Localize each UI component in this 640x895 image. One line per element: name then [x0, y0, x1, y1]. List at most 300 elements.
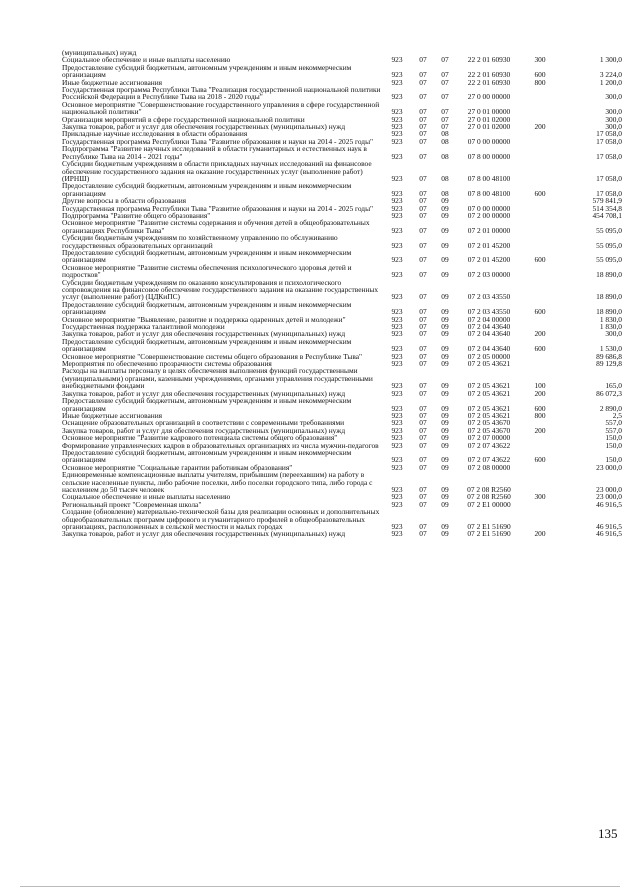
ministry-code-cell: 923 [391, 403, 403, 413]
section-code-cell: 07 [419, 492, 427, 502]
subsection-code-cell: 09 [441, 433, 449, 443]
ministry-code-cell: 923 [391, 322, 403, 332]
target-article-code-cell: 07 2 05 43621 [467, 410, 511, 420]
target-article-code-cell: 07 2 E1 51690 [467, 522, 511, 531]
section-code-cell: 07 [419, 322, 427, 332]
target-article-code-cell: 07 2 04 43640 [467, 329, 511, 339]
target-article-code-cell: 07 2 01 45200 [467, 240, 511, 250]
subsection-code-cell: 08 [441, 129, 449, 139]
section-code-cell: 07 [419, 381, 427, 391]
target-article-code-cell: 07 2 05 43621 [467, 403, 511, 413]
expense-type-code-cell [522, 138, 558, 145]
item-name-cell: Закупка товаров, работ и услуг для обеспечения государственных (муниципальных) нужд [62, 425, 346, 435]
amount-cell: 1 830,0 [599, 314, 622, 324]
target-article-code-cell: 07 2 00 00000 [467, 210, 511, 220]
subsection-code-cell: 07 [441, 92, 449, 102]
ministry-code-cell: 923 [391, 418, 403, 428]
subsection-code-cell: 09 [441, 344, 449, 354]
expense-type-code-cell [522, 508, 558, 530]
ministry-code-cell: 923 [391, 292, 403, 302]
amount-cell: 300,0 [605, 107, 622, 117]
subsection-code-cell: 09 [441, 440, 449, 450]
amount-cell: 1 830,0 [599, 322, 622, 332]
target-article-code-cell: 07 2 07 00000 [467, 433, 511, 443]
expense-type-code-cell [522, 234, 558, 249]
subsection-code-cell: 09 [441, 225, 449, 235]
amount-cell: 579 841,9 [592, 196, 622, 206]
table-row [62, 145, 622, 160]
expense-type-code-cell [522, 101, 558, 116]
budget-table [62, 49, 622, 538]
ministry-code-cell: 923 [391, 499, 403, 509]
table-row [62, 234, 622, 249]
section-code-cell: 07 [419, 529, 427, 539]
expense-type-code-cell [522, 219, 558, 234]
item-name-cell: Основное мероприятие "Развитие системы содержания и обучения детей в общеобразовательных организациях Республики Тыва" [62, 218, 370, 235]
target-article-code-cell: 22 2 01 60930 [467, 70, 511, 80]
subsection-code-cell: 09 [441, 322, 449, 332]
target-article-code-cell: 07 2 03 00000 [467, 270, 511, 280]
amount-cell: 2 890,0 [599, 403, 622, 413]
amount-cell: 18 890,0 [596, 307, 622, 317]
subsection-code-cell: 09 [441, 329, 449, 339]
ministry-code-cell: 923 [391, 240, 403, 250]
target-article-code-cell: 07 8 00 48100 [467, 188, 511, 198]
section-code-cell: 07 [419, 196, 427, 206]
section-code-cell: 07 [419, 292, 427, 302]
subsection-code-cell: 09 [441, 203, 449, 213]
amount-cell: 150,0 [605, 440, 622, 450]
ministry-code-cell: 923 [391, 410, 403, 420]
target-article-code-cell: 07 2 03 43550 [467, 292, 511, 302]
section-code-cell: 07 [419, 359, 427, 369]
section-code-cell: 07 [419, 210, 427, 220]
subsection-code-cell: 07 [441, 70, 449, 80]
ministry-code-cell: 923 [391, 381, 403, 391]
subsection-code-cell: 09 [441, 529, 449, 539]
amount-cell: 17 058,0 [596, 173, 622, 183]
amount-cell: 300,0 [605, 122, 622, 132]
item-name-cell: Прикладные научные исследования в области образования [62, 129, 248, 139]
ministry-code-cell: 923 [391, 129, 403, 139]
expense-type-code-cell [522, 501, 558, 508]
item-name-cell: Подпрограмма "Развитие научных исследований в области гуманитарных и естественных наук в Республике Тыва на 2014 - 2021 годы" [62, 144, 367, 161]
section-code-cell: 07 [419, 203, 427, 213]
item-name-cell: Социальное обеспечение и иные выплаты населению [62, 55, 231, 65]
item-name-cell: Предоставление субсидий бюджетным, автономным учреждениям и иным некоммерческим организациям [62, 62, 352, 80]
ministry-code-cell: 923 [391, 462, 403, 472]
item-name-cell: Государственная программа Республики Тыва "Реализация государственной национальной политики Российской Федерации в Республике Тыва на 2018 - 2020 годы" [62, 85, 381, 102]
subsection-code-cell: 09 [441, 418, 449, 428]
ministry-code-cell: 923 [391, 107, 403, 117]
target-article-code-cell: 07 2 03 43550 [467, 307, 511, 317]
amount-cell: 150,0 [605, 455, 622, 465]
subsection-code-cell: 08 [441, 136, 449, 146]
item-name-cell: Основное мероприятие "Развитие системы обеспечения психологического здоровья детей и подростков" [62, 262, 352, 280]
target-article-code-cell: 07 2 05 43621 [467, 359, 511, 369]
table-row [62, 160, 622, 182]
target-article-code-cell: 07 2 E1 00000 [467, 499, 511, 509]
subsection-code-cell: 09 [441, 484, 449, 494]
footer-rule [20, 886, 620, 887]
expense-type-code-cell: 100 [534, 381, 546, 391]
subsection-code-cell: 09 [441, 388, 449, 398]
table-row [62, 471, 622, 493]
target-article-code-cell: 07 2 05 43621 [467, 388, 511, 398]
expense-type-code-cell: 300 [534, 55, 546, 65]
subsection-code-cell: 09 [441, 240, 449, 250]
table-row [62, 86, 622, 101]
expense-type-code-cell: 200 [534, 388, 546, 398]
ministry-code-cell: 923 [391, 351, 403, 361]
ministry-code-cell: 923 [391, 314, 403, 324]
expense-type-code-cell [522, 316, 558, 323]
item-name-cell: Предоставление субсидий бюджетным, автономным учреждениям и иным некоммерческим организациям [62, 396, 352, 413]
item-name-cell: Формирование управленческих кадров в образовательных организациях из числа мужчин-педагогов [62, 440, 379, 450]
budget-table-body [62, 49, 622, 538]
target-article-code-cell: 27 0 01 02000 [467, 122, 511, 132]
target-article-code-cell: 27 0 01 02000 [467, 114, 511, 124]
section-code-cell: 07 [419, 462, 427, 472]
amount-cell: 17 058,0 [596, 151, 622, 161]
target-article-code-cell: 07 2 07 43622 [467, 440, 511, 450]
subsection-code-cell: 09 [441, 499, 449, 509]
amount-cell: 55 095,0 [596, 225, 622, 235]
ministry-code-cell: 923 [391, 359, 403, 369]
item-name-cell: Основное мероприятие "Социальные гарантии работникам образования" [62, 462, 293, 472]
target-article-code-cell: 07 2 07 43622 [467, 455, 511, 465]
item-name-cell: Другие вопросы в области образования [62, 196, 187, 206]
subsection-code-cell: 09 [441, 455, 449, 465]
ministry-code-cell: 923 [391, 484, 403, 494]
amount-cell: 89 129,8 [596, 359, 622, 369]
target-article-code-cell: 07 2 05 43670 [467, 418, 511, 428]
item-name-cell: Предоставление субсидий бюджетным, автономным учреждениям и иным некоммерческим организациям [62, 247, 352, 265]
target-article-code-cell: 07 2 08 00000 [467, 462, 511, 472]
target-article-code-cell: 07 8 00 00000 [467, 151, 511, 161]
section-code-cell: 07 [419, 410, 427, 420]
table-row [62, 64, 622, 79]
amount-cell: 23 000,0 [596, 462, 622, 472]
amount-cell: 23 000,0 [596, 492, 622, 502]
subsection-code-cell: 09 [441, 522, 449, 531]
amount-cell: 46 916,5 [596, 499, 622, 509]
amount-cell: 300,0 [605, 329, 622, 339]
section-code-cell: 07 [419, 418, 427, 428]
target-article-code-cell: 07 2 04 43640 [467, 344, 511, 354]
item-name-cell: Социальное обеспечение и иные выплаты населению [62, 492, 231, 502]
expense-type-code-cell [522, 264, 558, 279]
item-name-cell: Основное мероприятие "Выявление, развитие и поддержка одаренных детей и молодежи" [62, 314, 346, 324]
expense-type-code-cell [522, 205, 558, 212]
amount-cell: 1 200,0 [599, 77, 622, 87]
subsection-code-cell: 09 [441, 492, 449, 502]
section-code-cell: 07 [419, 270, 427, 280]
target-article-code-cell: 07 2 04 00000 [467, 314, 511, 324]
expense-type-code-cell [522, 353, 558, 360]
target-article-code-cell: 27 0 01 00000 [467, 107, 511, 117]
table-row [62, 508, 622, 530]
ministry-code-cell: 923 [391, 433, 403, 443]
target-article-code-cell: 07 2 08 R2560 [467, 492, 511, 502]
amount-cell: 46 916,5 [596, 522, 622, 531]
item-name-cell: Основное мероприятие "Развитие кадрового потенциала системы общего образования" [62, 433, 338, 443]
ministry-code-cell: 923 [391, 114, 403, 124]
subsection-code-cell: 07 [441, 114, 449, 124]
amount-cell: 300,0 [605, 114, 622, 124]
section-code-cell: 07 [419, 388, 427, 398]
amount-cell: 55 095,0 [596, 240, 622, 250]
section-code-cell: 07 [419, 314, 427, 324]
subsection-code-cell: 09 [441, 381, 449, 391]
amount-cell: 150,0 [605, 433, 622, 443]
table-row [62, 449, 622, 464]
ministry-code-cell: 923 [391, 173, 403, 183]
ministry-code-cell: 923 [391, 270, 403, 280]
item-name-cell: Субсидии бюджетным учреждениям по хозяйственному управлению по обслуживанию государственных образовательных организаций [62, 233, 338, 250]
table-row [62, 338, 622, 353]
amount-cell: 1 300,0 [599, 55, 622, 65]
ministry-code-cell: 923 [391, 522, 403, 531]
item-name-cell: Расходы на выплаты персоналу в целях обеспечения выполнения функций государственными (муниципальными) органами, казенными учреждениями, органами управления государственными внебюджетными фондами [62, 366, 373, 391]
amount-cell: 17 058,0 [596, 136, 622, 146]
amount-cell: 2,5 [612, 410, 622, 420]
table-row [62, 101, 622, 116]
ministry-code-cell: 923 [391, 122, 403, 132]
section-code-cell: 07 [419, 55, 427, 65]
ministry-code-cell: 923 [391, 136, 403, 146]
item-name-cell: Субсидии бюджетным учреждениям в области прикладных научных исследований на финансовое обеспечение государственного задания на оказание государственных услуг (выполнение работ) (ИРНШ) [62, 159, 372, 183]
subsection-code-cell: 08 [441, 151, 449, 161]
subsection-code-cell: 07 [441, 55, 449, 65]
item-name-cell: Основное мероприятие "Совершенствование системы общего образования в Республике Тыва" [62, 351, 363, 361]
expense-type-code-cell [522, 434, 558, 441]
section-code-cell: 07 [419, 173, 427, 183]
subsection-code-cell: 07 [441, 77, 449, 87]
subsection-code-cell: 07 [441, 107, 449, 117]
expense-type-code-cell: 600 [534, 188, 546, 198]
subsection-code-cell: 07 [441, 122, 449, 132]
expense-type-code-cell: 600 [534, 255, 546, 265]
item-name-cell: Закупка товаров, работ и услуг для обеспечения государственных (муниципальных) нужд [62, 529, 346, 539]
amount-cell: 23 000,0 [596, 484, 622, 494]
expense-type-code-cell: 200 [534, 122, 546, 132]
amount-cell: 300,0 [605, 92, 622, 102]
item-name-cell: Мероприятия по обеспечению прозрачности системы образования [62, 359, 272, 369]
expense-type-code-cell [522, 471, 558, 493]
item-name-cell: Государственная программа Республики Тыва "Развитие образования и науки на 2014 - 2025 годы" [62, 203, 374, 213]
section-code-cell: 07 [419, 455, 427, 465]
item-name-cell: Предоставление субсидий бюджетным, автономным учреждениям и иным некоммерческим организациям [62, 336, 352, 354]
item-name-cell: Закупка товаров, работ и услуг для обеспечения государственных (муниципальных) нужд [62, 122, 346, 132]
item-name-cell: Иные бюджетные ассигнования [62, 77, 163, 87]
expense-type-code-cell: 800 [534, 410, 546, 420]
section-code-cell: 07 [419, 351, 427, 361]
section-code-cell: 07 [419, 122, 427, 132]
item-name-cell: Основное мероприятие "Совершенствование государственного управления в сфере государственной национальной политики" [62, 99, 380, 117]
item-name-cell: Субсидии бюджетным учреждениям по оказанию консультирования и психологического сопровождения на финансовое обеспечение государственного задания на оказание государственных услуг (выполнение работ) (ЦДКиПС) [62, 277, 379, 302]
ministry-code-cell: 923 [391, 203, 403, 213]
target-article-code-cell: 07 0 00 00000 [467, 136, 511, 146]
section-code-cell: 07 [419, 440, 427, 450]
target-article-code-cell: 27 0 00 00000 [467, 92, 511, 102]
amount-cell: 89 686,8 [596, 351, 622, 361]
section-code-cell: 07 [419, 77, 427, 87]
target-article-code-cell: 07 2 01 45200 [467, 255, 511, 265]
expense-type-code-cell: 600 [534, 70, 546, 80]
table-row [62, 530, 622, 537]
item-name-cell: Оснащение образовательных организаций в соответствии с современными требованиями [62, 418, 345, 428]
subsection-code-cell: 08 [441, 173, 449, 183]
section-code-cell: 07 [419, 107, 427, 117]
ministry-code-cell: 923 [391, 77, 403, 87]
target-article-code-cell: 07 2 04 43640 [467, 322, 511, 332]
subsection-code-cell: 08 [441, 188, 449, 198]
ministry-code-cell: 923 [391, 529, 403, 539]
ministry-code-cell: 923 [391, 225, 403, 235]
target-article-code-cell: 07 2 05 43621 [467, 381, 511, 391]
subsection-code-cell: 09 [441, 307, 449, 317]
amount-cell: 46 916,5 [596, 529, 622, 539]
expense-type-code-cell: 600 [534, 455, 546, 465]
subsection-code-cell: 09 [441, 425, 449, 435]
ministry-code-cell: 923 [391, 440, 403, 450]
expense-type-code-cell [522, 212, 558, 219]
page-number: 135 [598, 826, 618, 841]
section-code-cell: 07 [419, 403, 427, 413]
ministry-code-cell: 923 [391, 492, 403, 502]
item-name-cell: Закупка товаров, работ и услуг для обеспечения государственных (муниципальных) нужд [62, 388, 346, 398]
subsection-code-cell: 09 [441, 255, 449, 265]
subsection-code-cell: 09 [441, 210, 449, 220]
expense-type-code-cell: 600 [534, 344, 546, 354]
ministry-code-cell: 923 [391, 388, 403, 398]
amount-cell: 18 890,0 [596, 292, 622, 302]
amount-cell: 454 708,1 [592, 210, 622, 220]
amount-cell: 557,0 [605, 418, 622, 428]
section-code-cell: 07 [419, 70, 427, 80]
table-row [62, 367, 622, 389]
expense-type-code-cell [522, 464, 558, 471]
item-name-cell: Государственная программа Республики Тыва "Развитие образования и науки на 2014 - 2025 годы" [62, 136, 374, 146]
section-code-cell: 07 [419, 240, 427, 250]
section-code-cell: 07 [419, 425, 427, 435]
expense-type-code-cell: 200 [534, 329, 546, 339]
subsection-code-cell: 09 [441, 314, 449, 324]
expense-type-code-cell: 800 [534, 77, 546, 87]
expense-type-code-cell: 600 [534, 307, 546, 317]
expense-type-code-cell: 200 [534, 425, 546, 435]
subsection-code-cell: 09 [441, 196, 449, 206]
item-name-cell: Организация мероприятий в сфере государственной национальной политики [62, 114, 305, 124]
subsection-code-cell: 09 [441, 292, 449, 302]
section-code-cell: 07 [419, 225, 427, 235]
expense-type-code-cell: 200 [534, 529, 546, 539]
expense-type-code-cell [522, 86, 558, 101]
target-article-code-cell: 22 2 01 60930 [467, 77, 511, 87]
section-code-cell: 07 [419, 499, 427, 509]
amount-cell: 165,0 [605, 381, 622, 391]
ministry-code-cell: 923 [391, 70, 403, 80]
ministry-code-cell: 923 [391, 344, 403, 354]
table-row [62, 279, 622, 301]
section-code-cell: 07 [419, 522, 427, 531]
amount-cell: 557,0 [605, 425, 622, 435]
ministry-code-cell: 923 [391, 455, 403, 465]
section-code-cell: 07 [419, 114, 427, 124]
section-code-cell: 07 [419, 188, 427, 198]
ministry-code-cell: 923 [391, 329, 403, 339]
expense-type-code-cell: 600 [534, 403, 546, 413]
section-code-cell: 07 [419, 92, 427, 102]
ministry-code-cell: 923 [391, 210, 403, 220]
expense-type-code-cell [522, 145, 558, 160]
amount-cell: 1 530,0 [599, 344, 622, 354]
target-article-code-cell: 07 0 00 00000 [467, 203, 511, 213]
ministry-code-cell: 923 [391, 151, 403, 161]
expense-type-code-cell: 300 [534, 492, 546, 502]
item-name-cell: (муниципальных) нужд [62, 48, 137, 57]
expense-type-code-cell [522, 279, 558, 301]
amount-cell: 3 224,0 [599, 70, 622, 80]
subsection-code-cell: 09 [441, 270, 449, 280]
section-code-cell: 07 [419, 344, 427, 354]
ministry-code-cell: 923 [391, 307, 403, 317]
section-code-cell: 07 [419, 129, 427, 139]
item-name-cell: Предоставление субсидий бюджетным, автономным учреждениям и иным некоммерческим организациям [62, 447, 352, 465]
amount-cell: 86 072,3 [596, 388, 622, 398]
target-article-code-cell: 07 8 00 48100 [467, 173, 511, 183]
ministry-code-cell: 923 [391, 425, 403, 435]
table-row [62, 182, 622, 197]
target-article-code-cell: 22 2 01 60930 [467, 55, 511, 65]
ministry-code-cell: 923 [391, 196, 403, 206]
expense-type-code-cell [522, 360, 558, 367]
target-article-code-cell: 07 2 E1 51690 [467, 529, 511, 539]
expense-type-code-cell [522, 130, 558, 137]
item-name-cell: Единовременные компенсационные выплаты учителям, прибывшим (переехавшим) на работу в сельские населенные пункты, либо рабочие поселки, либо поселки городского типа, либо города с населением до 50 тысяч человек [62, 470, 373, 494]
table-row [62, 264, 622, 279]
ministry-code-cell: 923 [391, 55, 403, 65]
amount-cell: 514 354,8 [592, 203, 622, 213]
item-name-cell: Предоставление субсидий бюджетным, автономным учреждениям и иным некоммерческим организациям [62, 299, 352, 317]
item-name-cell: Создание (обновление) материально-технической базы для реализации основных и дополнительных общеобразовательных программ цифрового и гуманитарного профилей в общеобразовательных организациях, расположенных в сельской местности и малых городах [62, 507, 380, 531]
target-article-code-cell: 07 2 05 00000 [467, 351, 511, 361]
subsection-code-cell: 09 [441, 462, 449, 472]
expense-type-code-cell [522, 442, 558, 449]
expense-type-code-cell [522, 160, 558, 182]
section-code-cell: 07 [419, 255, 427, 265]
section-code-cell: 07 [419, 307, 427, 317]
subsection-code-cell: 09 [441, 403, 449, 413]
amount-cell: 18 890,0 [596, 270, 622, 280]
ministry-code-cell: 923 [391, 92, 403, 102]
ministry-code-cell: 923 [391, 255, 403, 265]
item-name-cell: Региональный проект "Современная школа" [62, 499, 202, 509]
table-row [62, 301, 622, 316]
subsection-code-cell: 09 [441, 359, 449, 369]
target-article-code-cell: 07 2 01 00000 [467, 225, 511, 235]
amount-cell: 17 058,0 [596, 188, 622, 198]
subsection-code-cell: 09 [441, 351, 449, 361]
section-code-cell: 07 [419, 329, 427, 339]
table-row [62, 397, 622, 412]
item-name-cell: Иные бюджетные ассигнования [62, 410, 163, 420]
amount-cell: 55 095,0 [596, 255, 622, 265]
amount-cell: 17 058,0 [596, 129, 622, 139]
subsection-code-cell: 09 [441, 410, 449, 420]
section-code-cell: 07 [419, 433, 427, 443]
